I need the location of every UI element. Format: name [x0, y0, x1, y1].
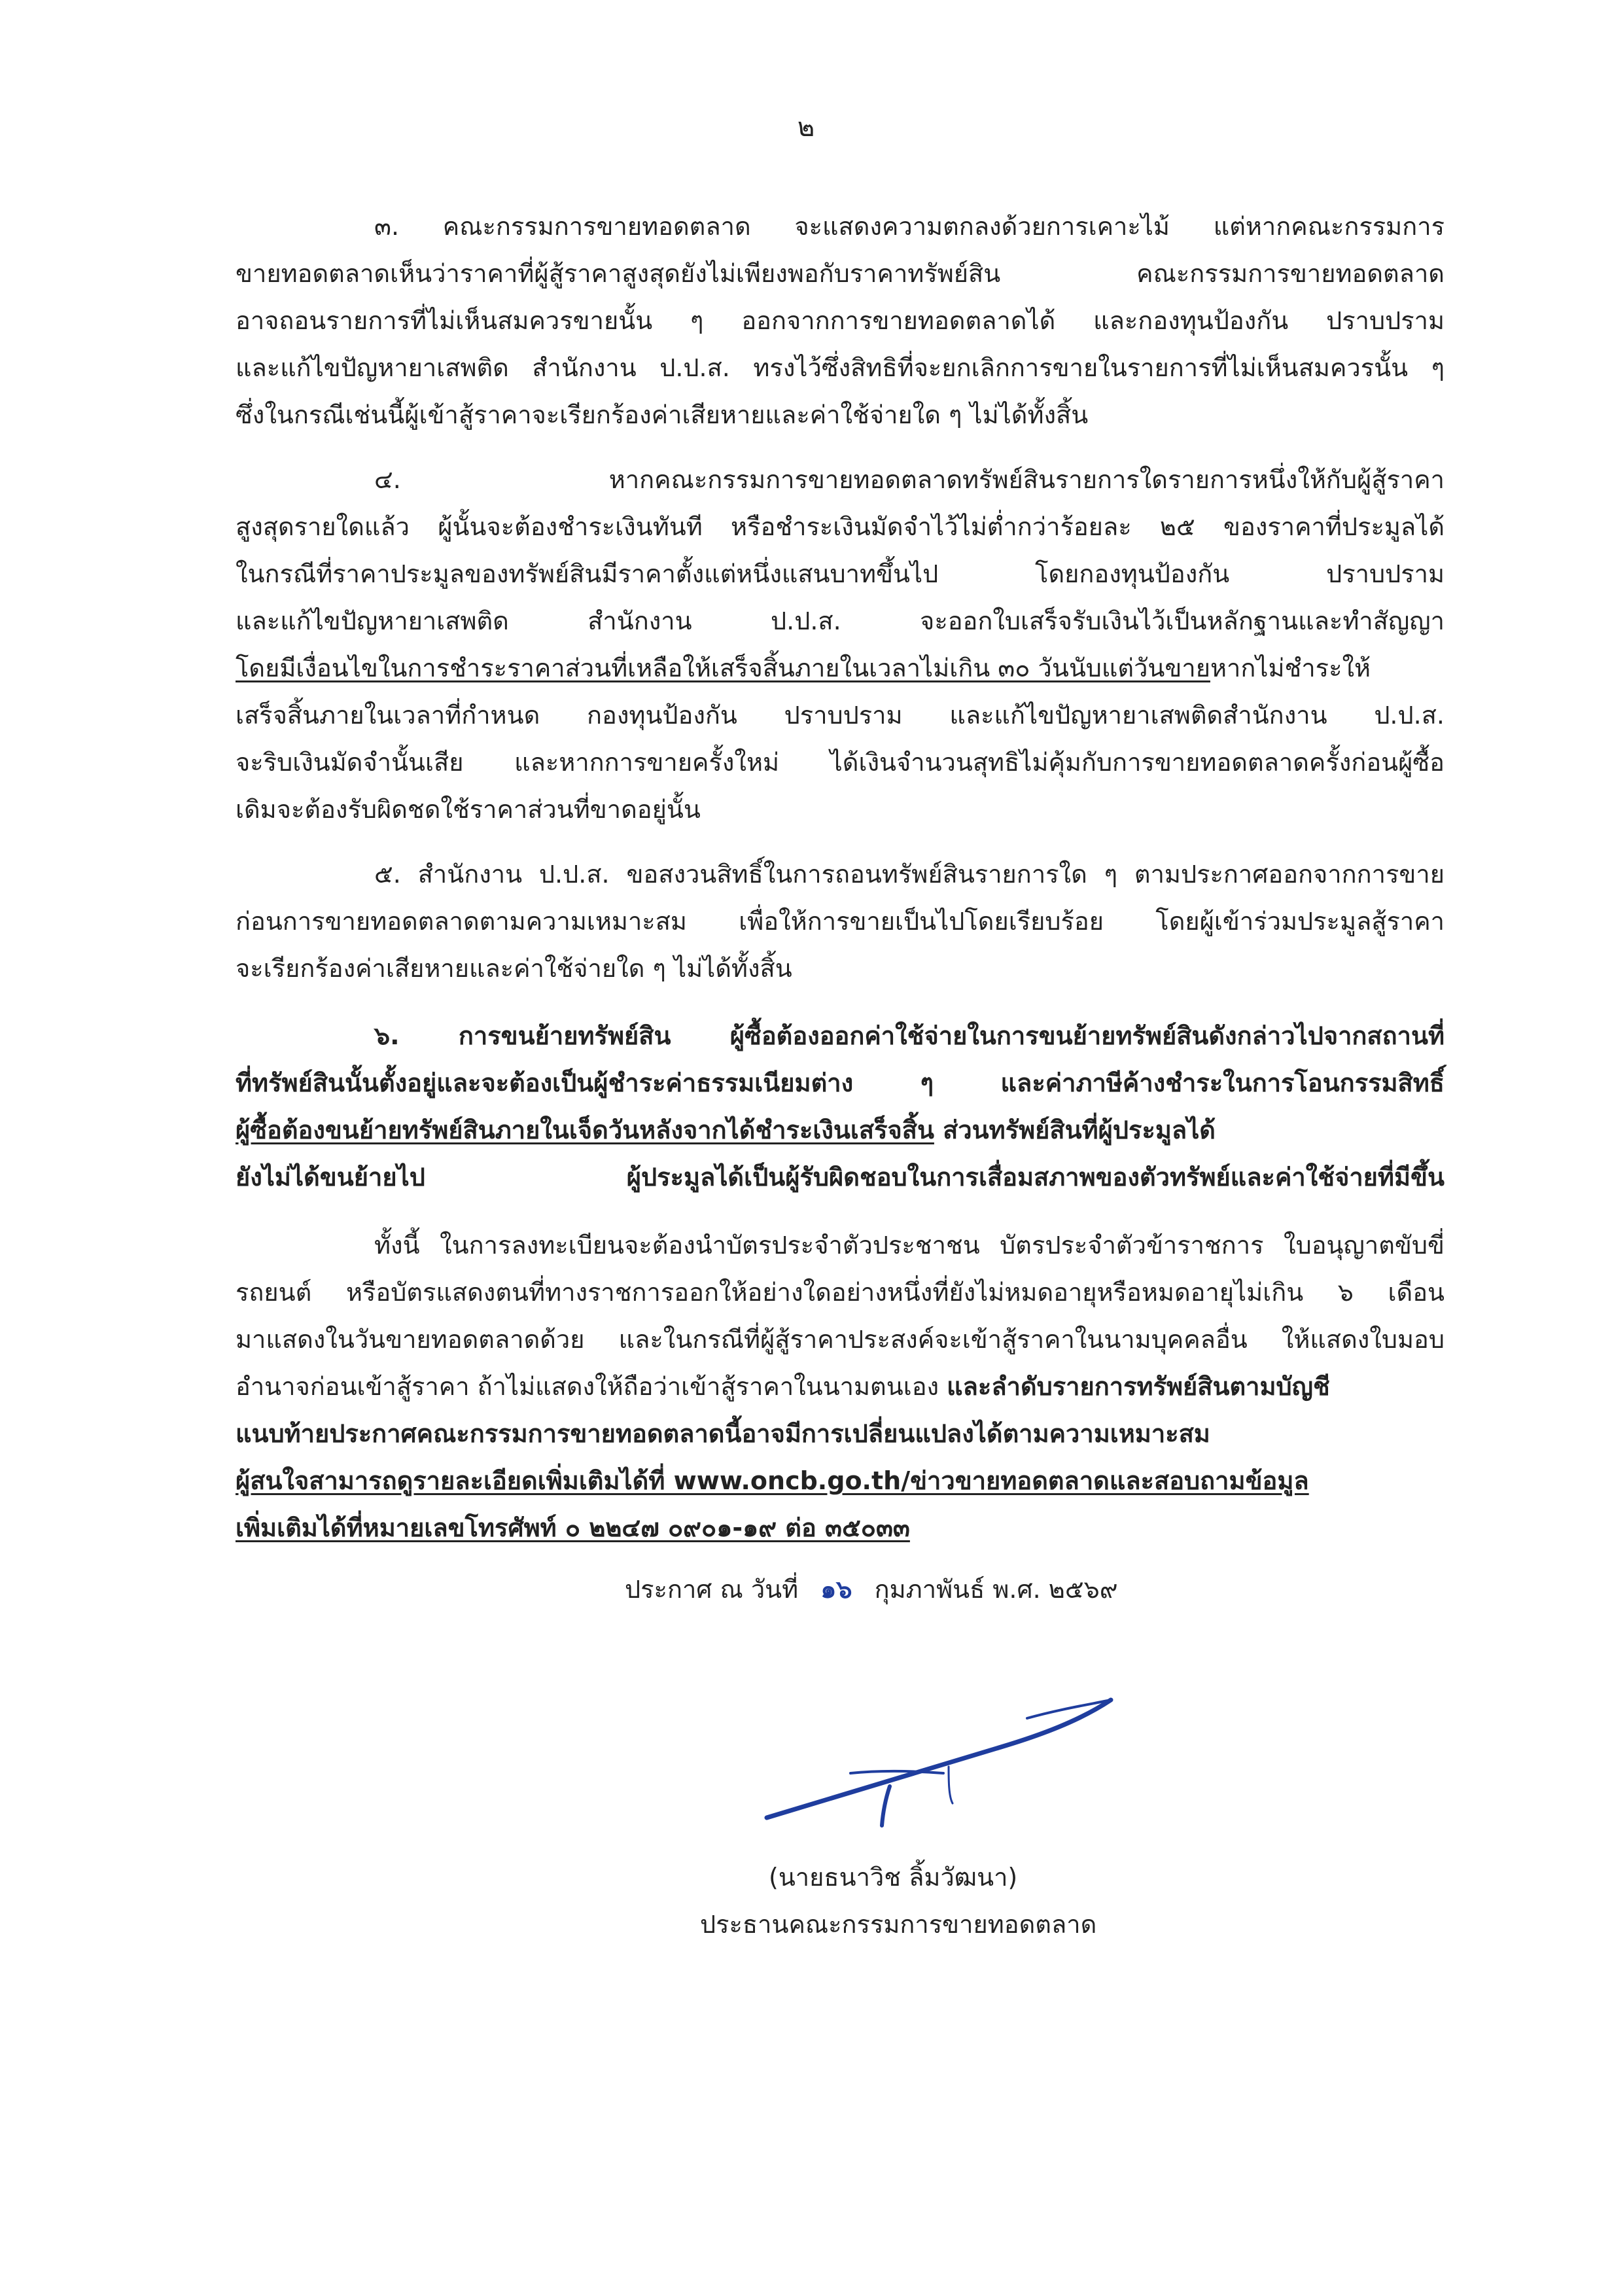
clause-6-line-4: ยังไม่ได้ขนย้ายไป ผู้ประมูลได้เป็นผู้รับผิดชอบในการเสื่อมสภาพของตัวทรัพย์และค่าใช้จ่ายที่มีขึ้น	[236, 1163, 1445, 1192]
clause-5-line-3: จะเรียกร้องค่าเสียหายและค่าใช้จ่ายใด ๆ ไม่ได้ทั้งสิ้น	[236, 954, 792, 983]
clause-3-line-4: และแก้ไขปัญหายาเสพติด สำนักงาน ป.ป.ส. ทรงไว้ซึ่งสิทธิที่จะยกเลิกการขายในรายการที่ไม่เห็นสมควรนั้น ๆ	[236, 353, 1445, 382]
signature	[752, 1675, 1119, 1839]
clause-5-line-2: ก่อนการขายทอดตลาดตามความเหมาะสม เพื่อให้การขายเป็นไปโดยเรียบร้อย โดยผู้เข้าร่วมประมูลสู้ราคา	[236, 907, 1445, 936]
clause-6-line-2: ที่ทรัพย์สินนั้นตั้งอยู่และจะต้องเป็นผู้ชำระค่าธรรมเนียมต่าง ๆ และค่าภาษีค้างชำระในการโอนกรรมสิทธิ์	[236, 1069, 1445, 1097]
signatory-name: (นายธนาวิช ลิ้มวัฒนา)	[769, 1863, 1018, 1892]
announcement-prefix: ประกาศ ณ วันที่	[625, 1575, 799, 1604]
clause-4-line-5	[236, 651, 1445, 685]
registration-line-4	[236, 1369, 1445, 1404]
clause-6-line-3-rest: ส่วนทรัพย์สินที่ผู้ประมูลได้	[934, 1116, 1216, 1144]
registration-line-3: มาแสดงในวันขายทอดตลาดด้วย และในกรณีที่ผู้สู้ราคาประสงค์จะเข้าสู้ราคาในนามบุคคลอื่น ให้แสดงใบมอบ	[236, 1325, 1445, 1354]
registration-line-1: ทั้งนี้ ในการลงทะเบียนจะต้องนำบัตรประจำตัวประชาชน บัตรประจำตัวข้าราชการ ใบอนุญาตขับขี่	[374, 1231, 1445, 1260]
registration-line-7	[236, 1511, 1445, 1545]
clause-4-line-7: จะริบเงินมัดจำนั้นเสีย และหากการขายครั้งใหม่ ได้เงินจำนวนสุทธิไม่คุ้มกับการขายทอดตลาดครั้งก่อนผู้ซื้อ	[236, 748, 1445, 777]
clause-4-line-8: เดิมจะต้องรับผิดชดใช้ราคาส่วนที่ขาดอยู่นั้น	[236, 795, 701, 824]
contact-phone: เพิ่มเติมได้ที่หมายเลขโทรศัพท์ ๐ ๒๒๔๗ ๐๙๐๑-๑๙ ต่อ ๓๕๐๓๓	[236, 1513, 910, 1542]
more-info-link-text: ผู้สนใจสามารถดูรายละเอียดเพิ่มเติมได้ที่ www.oncb.go.th/ข่าวขายทอดตลาดและสอบถามข้อมูล	[236, 1466, 1309, 1495]
clause-6-line-1: ๖. การขนย้ายทรัพย์สิน ผู้ซื้อต้องออกค่าใช้จ่ายในการขนย้ายทรัพย์สินดังกล่าวไปจากสถานที่	[374, 1021, 1445, 1050]
registration-line-5: แนบท้ายประกาศคณะกรรมการขายทอดตลาดนี้อาจมีการเปลี่ยนแปลงได้ตามความเหมาะสม	[236, 1419, 1210, 1448]
clause-3-line-2: ขายทอดตลาดเห็นว่าราคาที่ผู้สู้ราคาสูงสุดยังไม่เพียงพอกับราคาทรัพย์สิน คณะกรรมการขายทอดตลาด	[236, 259, 1445, 288]
removal-deadline-condition: ผู้ซื้อต้องขนย้ายทรัพย์สินภายในเจ็ดวันหลังจากได้ชำระเงินเสร็จสิ้น	[236, 1116, 934, 1144]
clause-5-line-1: ๕. สำนักงาน ป.ป.ส. ขอสงวนสิทธิ์ในการถอนทรัพย์สินรายการใด ๆ ตามประกาศออกจากการขาย	[374, 860, 1445, 889]
registration-line-6	[236, 1464, 1445, 1498]
registration-line-2: รถยนต์ หรือบัตรแสดงตนที่ทางราชการออกให้อย่างใดอย่างหนึ่งที่ยังไม่หมดอายุหรือหมดอายุไม่เกิน ๖ เดือน	[236, 1278, 1445, 1307]
signatory-position: ประธานคณะกรรมการขายทอดตลาด	[700, 1910, 1097, 1939]
clause-4-line-2: สูงสุดรายใดแล้ว ผู้นั้นจะต้องชำระเงินทันที หรือชำระเงินมัดจำไว้ไม่ต่ำกว่าร้อยละ ๒๕ ของราคาที่ประมูลได้	[236, 512, 1445, 541]
announcement-day: ๑๖	[820, 1575, 852, 1604]
page-number: ๒	[797, 113, 815, 143]
clause-3-line-5: ซึ่งในกรณีเช่นนี้ผู้เข้าสู้ราคาจะเรียกร้องค่าเสียหายและค่าใช้จ่ายใด ๆ ไม่ได้ทั้งสิ้น	[236, 400, 1089, 429]
announcement-month-year: กุมภาพันธ์ พ.ศ. ๒๕๖๙	[874, 1575, 1118, 1604]
clause-4-line-6: เสร็จสิ้นภายในเวลาที่กำหนด กองทุนป้องกัน ปราบปราม และแก้ไขปัญหายาเสพติดสำนักงาน ป.ป.ส.	[236, 701, 1445, 730]
clause-4-line-4: และแก้ไขปัญหายาเสพติด สำนักงาน ป.ป.ส. จะออกใบเสร็จรับเงินไว้เป็นหลักฐานและทำสัญญา	[236, 607, 1445, 635]
clause-3-line-1: ๓. คณะกรรมการขายทอดตลาด จะแสดงความตกลงด้วยการเคาะไม้ แต่หากคณะกรรมการ	[374, 212, 1445, 241]
clause-3-line-3: อาจถอนรายการที่ไม่เห็นสมควรขายนั้น ๆ ออกจากการขายทอดตลาดได้ และกองทุนป้องกัน ปราบปราม	[236, 306, 1445, 335]
registration-line-4-normal: อำนาจก่อนเข้าสู้ราคา ถ้าไม่แสดงให้ถือว่าเข้าสู้ราคาในนามตนเอง	[236, 1372, 947, 1401]
announcement-date	[625, 1572, 1118, 1606]
clause-4-line-3: ในกรณีที่ราคาประมูลของทรัพย์สินมีราคาตั้งแต่หนึ่งแสนบาทขึ้นไป โดยกองทุนป้องกัน ปราบปราม	[236, 559, 1445, 588]
payment-deadline-condition: โดยมีเงื่อนไขในการชำระราคาส่วนที่เหลือให้เสร็จสิ้นภายในเวลาไม่เกิน ๓๐ วันนับแต่วันขาย	[236, 654, 1210, 682]
clause-4-line-5-rest: หากไม่ชำระให้	[1210, 654, 1371, 682]
clause-6-line-3	[236, 1113, 1445, 1147]
clause-4-line-1: ๔. หากคณะกรรมการขายทอดตลาดทรัพย์สินรายการใดรายการหนึ่งให้กับผู้สู้ราคา	[374, 465, 1445, 494]
registration-line-4-bold: และลำดับรายการทรัพย์สินตามบัญชี	[947, 1372, 1330, 1401]
